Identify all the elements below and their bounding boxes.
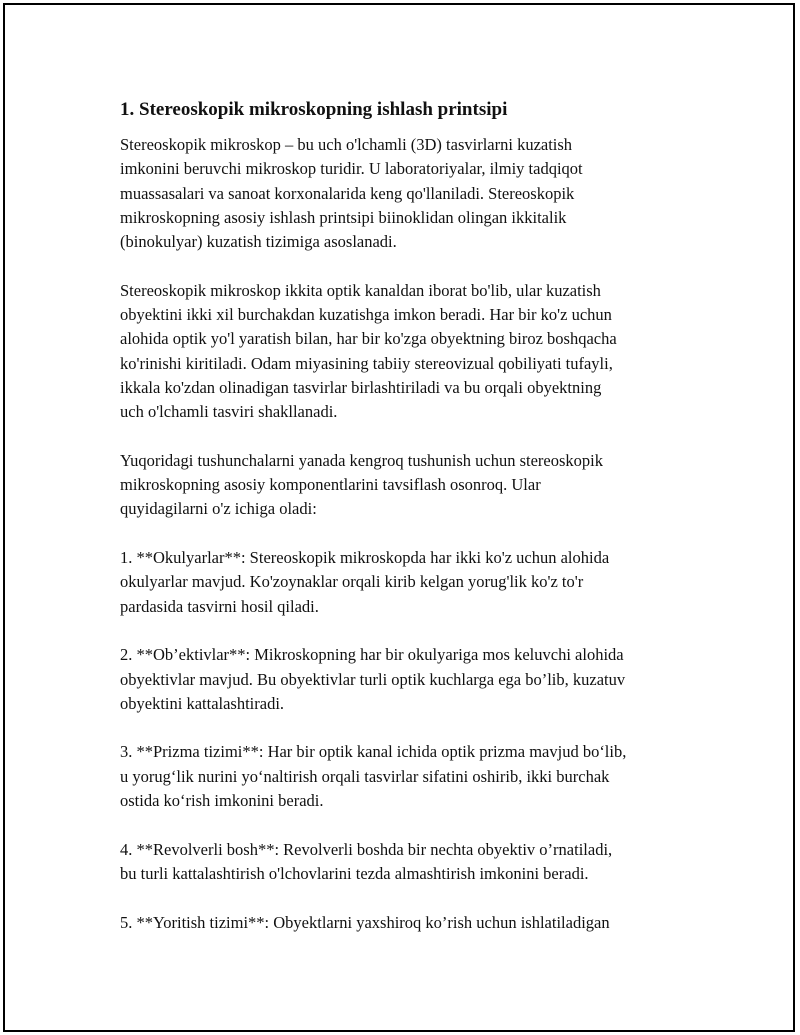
text-line: obyektini ikki xil burchakdan kuzatishga imkon beradi. Har bir ko'z uchun — [120, 305, 612, 325]
text-line: uch o'lchamli tasviri shakllanadi. — [120, 402, 338, 422]
text-line: ko'rinishi kiritiladi. Odam miyasining tabiiy stereovizual qobiliyati tufayli, — [120, 353, 613, 373]
list-item-objectives — [120, 643, 695, 716]
list-item-illumination — [120, 911, 695, 935]
text-line: okulyarlar mavjud. Ko'zoynaklar orqali kirib kelgan yorug'lik ko'z to'r — [120, 572, 584, 592]
text-line: bu turli kattalashtirish o'lchovlarini tezda almashtirish imkonini beradi. — [120, 863, 589, 883]
text-line: pardasida tasvirni hosil qiladi. — [120, 596, 319, 616]
text-line: quyidagilarni o'z ichiga oladi: — [120, 499, 317, 519]
paragraph-intro — [120, 133, 695, 254]
text-line: muassasalari va sanoat korxonalarida keng qo'llaniladi. Stereoskopik — [120, 183, 575, 203]
text-line: 1. **Okulyarlar**: Stereoskopik mikroskopda har ikki ko'z uchun alohida — [120, 548, 610, 568]
text-line: Stereoskopik mikroskop – bu uch o'lchamli (3D) tasvirlarni kuzatish — [120, 135, 573, 154]
text-line: 4. **Revolverli bosh**: Revolverli boshda bir nechta obyektiv o’rnatiladi, — [120, 839, 613, 859]
text-line: Stereoskopik mikroskop ikkita optik kanaldan iborat bo'lib, ular kuzatish — [120, 280, 601, 300]
text-line: 3. **Prizma tizimi**: Har bir optik kanal ichida optik prizma mavjud bo‘lib, — [120, 742, 627, 762]
text-line: obyektivlar mavjud. Bu obyektivlar turli optik kuchlarga ega bo’lib, kuzatuv — [120, 669, 626, 689]
list-item-prism-system — [120, 740, 695, 813]
text-line: ostida ko‘rish imkonini beradi. — [120, 791, 324, 811]
document-title: 1. Stereoskopik mikroskopning ishlash printsipi — [120, 99, 508, 120]
text-line: obyektini kattalashtiradi. — [120, 693, 285, 713]
text-line: (binokulyar) kuzatish tizimiga asoslanadi. — [120, 232, 397, 252]
text-line: u yorug‘lik nurini yo‘naltirish orqali tasvirlar sifatini oshirib, ikki burchak — [120, 766, 610, 786]
page-frame — [3, 3, 795, 1032]
document-body — [120, 97, 695, 959]
text-line: imkonini beruvchi mikroskop turidir. U laboratoriyalar, ilmiy tadqiqot — [120, 159, 583, 179]
text-line: alohida optik yo'l yaratish bilan, har bir ko'zga obyektning biroz boshqacha — [120, 329, 617, 349]
text-line: mikroskopning asosiy komponentlarini tavsiflash osonroq. Ular — [120, 475, 541, 495]
text-line: mikroskopning asosiy ishlash printsipi biinoklidan olingan ikkitalik — [120, 207, 567, 227]
list-item-revolver-head — [120, 838, 695, 887]
text-line: ikkala ko'zdan olinadigan tasvirlar birlashtiriladi va bu orqali obyektning — [120, 377, 602, 397]
text-line: Yuqoridagi tushunchalarni yanada kengroq tushunish uchun stereoskopik — [120, 450, 603, 470]
text-line: 5. **Yoritish tizimi**: Obyektlarni yaxshiroq ko’rish uchun ishlatiladigan — [120, 912, 610, 932]
paragraph-optical-channels — [120, 279, 695, 425]
paragraph-components-intro — [120, 449, 695, 522]
list-item-eyepieces — [120, 546, 695, 619]
text-line: 2. **Ob’ektivlar**: Mikroskopning har bir okulyariga mos keluvchi alohida — [120, 645, 624, 665]
